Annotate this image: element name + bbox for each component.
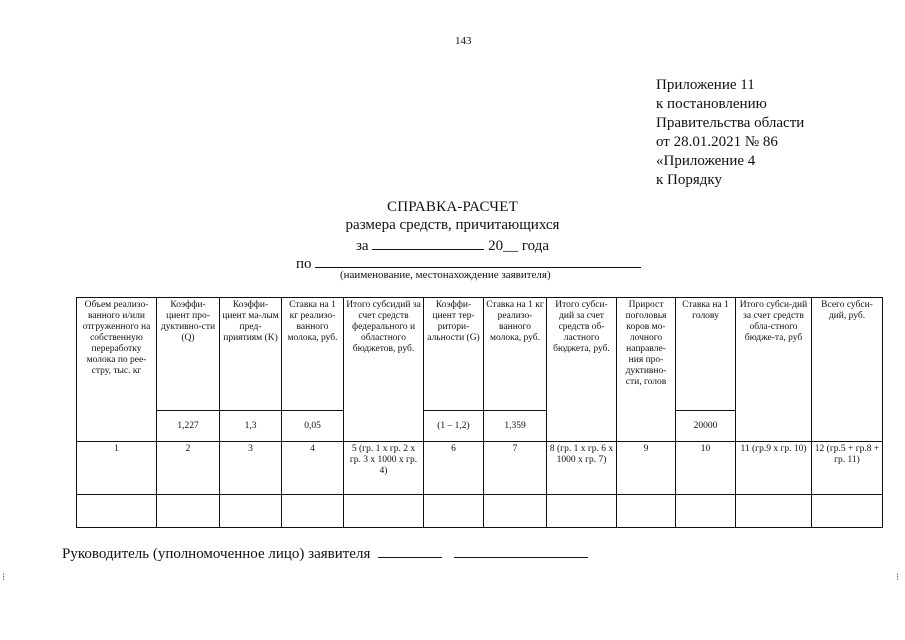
header-cell: Ставка на 1 кг реализо-ванного молока, руб.	[282, 298, 344, 411]
signature-label: Руководитель (уполномоченное лицо) заявителя	[62, 546, 371, 562]
column-number-cell: 6	[424, 442, 484, 495]
header-cell: Всего субси-дий, руб.	[812, 298, 883, 442]
header-cell: Итого субсидий за счет средств федерального и областного бюджетов, руб.	[344, 298, 424, 442]
appendix-line: к Порядку	[656, 172, 722, 188]
column-number-cell: 2	[157, 442, 220, 495]
applicant-caption: (наименование, местонахождение заявителя)	[340, 269, 551, 281]
appendix-line: к постановлению	[656, 96, 767, 112]
document-subtitle: размера средств, причитающихся	[345, 217, 560, 233]
coefficient-cell: 0,05	[282, 411, 344, 442]
column-number-cell: 10	[676, 442, 736, 495]
column-number-cell: 8 (гр. 1 х гр. 6 х 1000 х гр. 7)	[547, 442, 617, 495]
empty-cell	[736, 495, 812, 528]
header-cell: Прирост поголовья коров мо-лочного направле-ния про-дуктивно-сти, голов	[617, 298, 676, 442]
period-line	[0, 235, 905, 255]
column-number-cell: 12 (гр.5 + гр.8 + гр. 11)	[812, 442, 883, 495]
column-number-cell: 1	[77, 442, 157, 495]
by-prefix: по	[296, 256, 312, 272]
header-cell: Итого субси-дий за счет средств об-ластного бюджета, руб.	[547, 298, 617, 442]
empty-cell	[812, 495, 883, 528]
signature-blank	[378, 543, 442, 558]
appendix-reference	[656, 76, 804, 190]
period-year: 20__ года	[488, 238, 549, 254]
column-number-cell: 3	[220, 442, 282, 495]
calculation-table	[76, 297, 883, 528]
header-cell: Итого субси-дий за счет средств обла-стного бюдже-та, руб	[736, 298, 812, 442]
empty-cell	[676, 495, 736, 528]
empty-cell	[220, 495, 282, 528]
empty-data-row	[77, 495, 883, 528]
appendix-line: от 28.01.2021 № 86	[656, 134, 778, 150]
empty-cell	[77, 495, 157, 528]
page-number: 143	[455, 35, 472, 47]
column-number-cell: 9	[617, 442, 676, 495]
header-row	[77, 298, 883, 411]
coefficient-cell: 20000	[676, 411, 736, 442]
column-number-cell: 5 (гр. 1 х гр. 2 х гр. 3 х 1000 х гр. 4)	[344, 442, 424, 495]
empty-cell	[484, 495, 547, 528]
column-number-cell: 11 (гр.9 х гр. 10)	[736, 442, 812, 495]
header-cell: Ставка на 1 кг реализо-ванного молока, руб.	[484, 298, 547, 411]
coefficient-cell: 1,359	[484, 411, 547, 442]
name-blank	[454, 543, 588, 558]
document-title: СПРАВКА-РАСЧЕТ	[387, 199, 518, 215]
column-number-cell: 7	[484, 442, 547, 495]
header-cell: Коэффи-циент про-дуктивно-сти (Q)	[157, 298, 220, 411]
header-cell: Ставка на 1 голову	[676, 298, 736, 411]
empty-cell	[547, 495, 617, 528]
appendix-line: Правительства области	[656, 115, 805, 131]
period-blank	[372, 235, 484, 250]
coefficient-cell: 1,227	[157, 411, 220, 442]
appendix-line: «Приложение 4	[656, 153, 756, 169]
coefficient-cell: 1,3	[220, 411, 282, 442]
coefficient-cell: (1 – 1,2)	[424, 411, 484, 442]
applicant-blank	[315, 253, 641, 268]
appendix-line: Приложение 11	[656, 77, 755, 93]
header-cell: Коэффи-циент тер-ритори-альности (G)	[424, 298, 484, 411]
empty-cell	[424, 495, 484, 528]
column-number-cell: 4	[282, 442, 344, 495]
period-prefix: за	[356, 238, 369, 254]
empty-cell	[344, 495, 424, 528]
header-cell: Коэффи-циент ма-лым пред-приятиям (K)	[220, 298, 282, 411]
empty-cell	[282, 495, 344, 528]
column-number-row	[77, 442, 883, 495]
header-cell: Объем реализо-ванного и/или отгруженного на собственную переработку молока по рее-стру, тыс. кг	[77, 298, 157, 442]
empty-cell	[617, 495, 676, 528]
edge-mark: ⁝	[896, 572, 900, 583]
edge-mark: ⁝	[2, 572, 6, 583]
empty-cell	[157, 495, 220, 528]
signature-line	[62, 543, 588, 563]
